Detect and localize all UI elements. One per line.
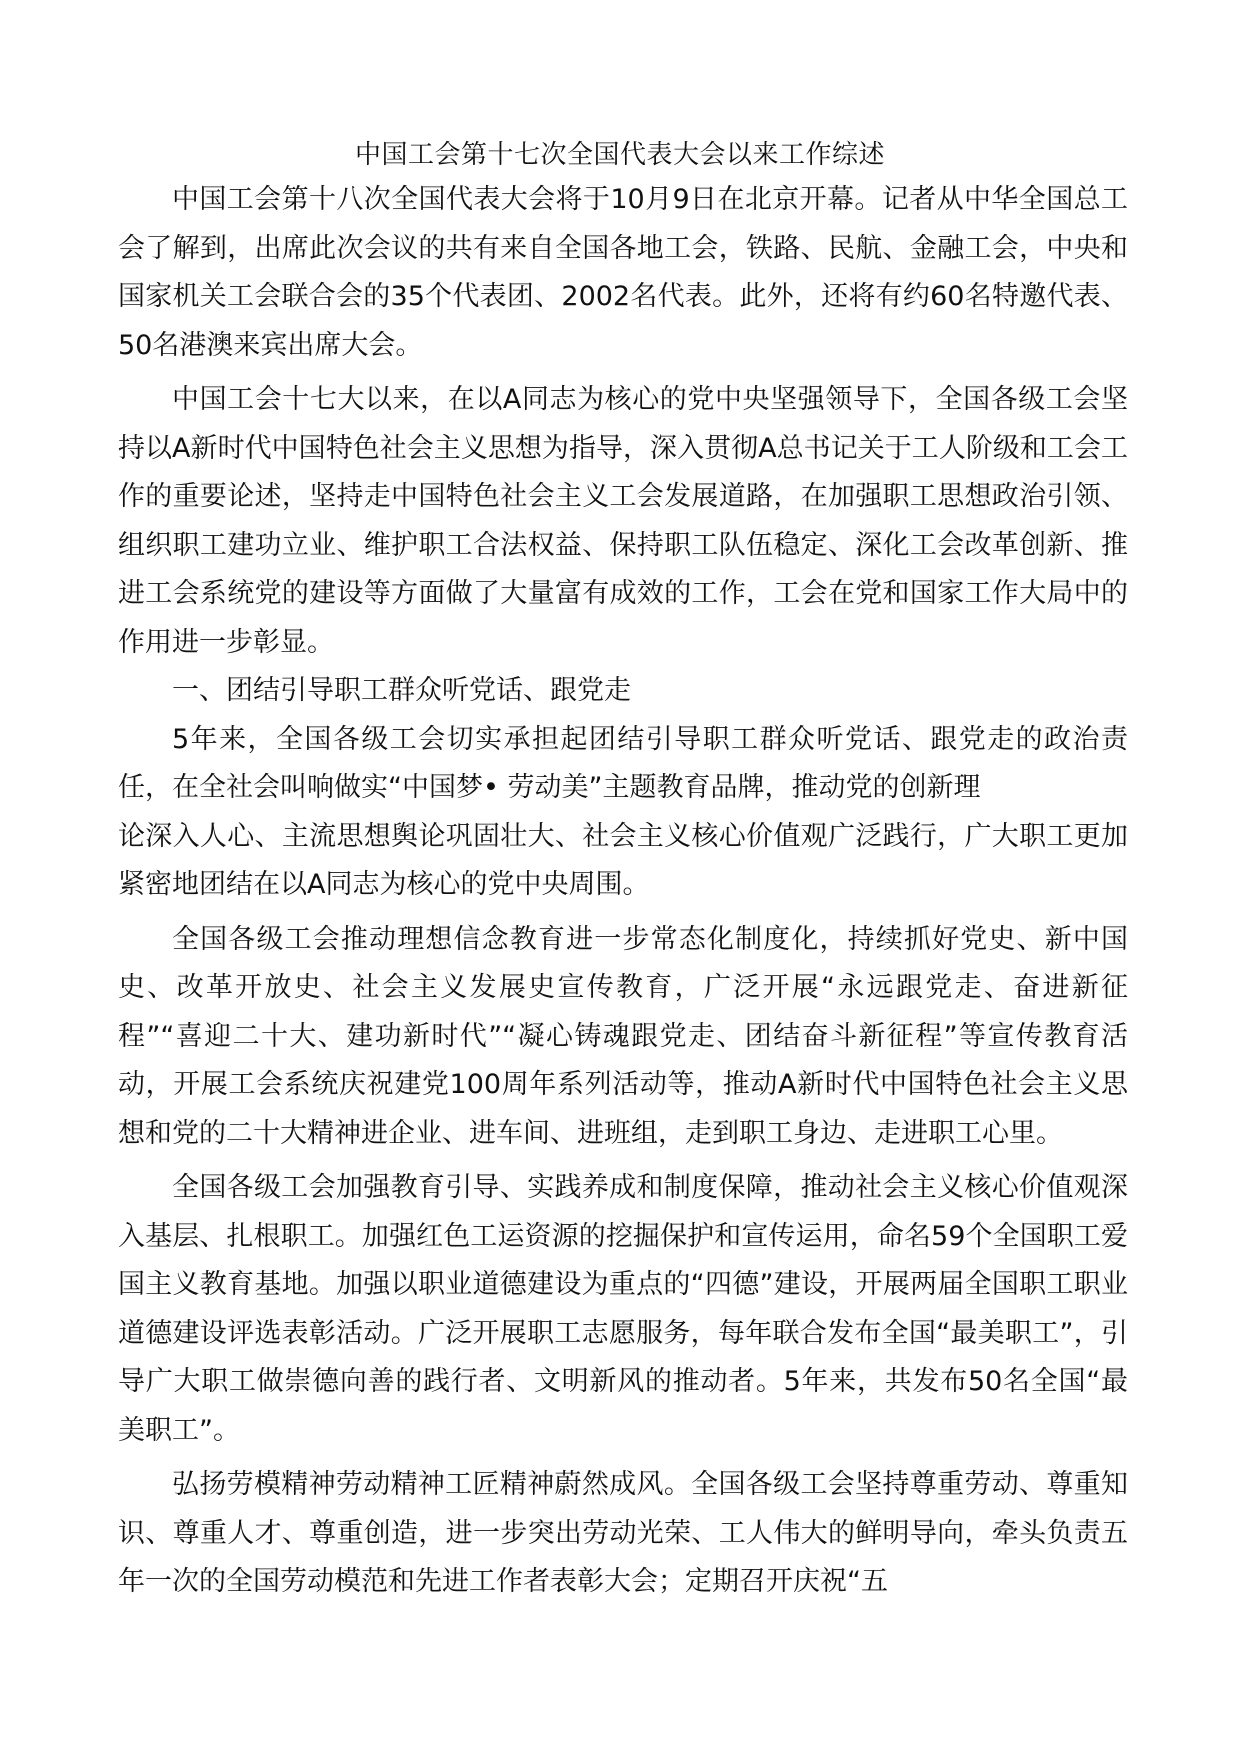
paragraph-section1-continued: 论深入人心、主流思想舆论巩固壮大、社会主义核心价值观广泛践行，广大职工更加紧密地团结在以A同志为核心的党中央周围。: [118, 820, 1128, 900]
paragraph-core-values: 全国各级工会加强教育引导、实践养成和制度保障，推动社会主义核心价值观深入基层、扎根职工。加强红色工运资源的挖掘保护和宣传运用，命名59个全国职工爱国主义教育基地。加强以职业道德建设为重点的“四德”建设，开展两届全国职工职业道德建设评选表彰活动。广泛开展职工志愿服务，每年联合发布全国“最美职工”，引导广大职工做崇德向善的践行者、文明新风的推动者。5年来，共发布50名全国“最美职工”。: [118, 1172, 1128, 1446]
paragraph-model-worker-spirit: 弘扬劳模精神劳动精神工匠精神蔚然成风。全国各级工会坚持尊重劳动、尊重知识、尊重人才、尊重创造，进一步突出劳动光荣、工人伟大的鲜明导向，牵头负责五年一次的全国劳动模范和先进工作者表彰大会；定期召开庆祝“五: [118, 1469, 1128, 1597]
paragraph-section1-intro: 5年来，全国各级工会切实承担起团结引导职工群众听党话、跟党走的政治责任，在全社会叫响做实“中国梦• 劳动美”主题教育品牌，推动党的创新理: [118, 723, 1128, 803]
document-title: 中国工会第十七次全国代表大会以来工作综述: [354, 140, 885, 170]
paragraph-overview: 中国工会十七大以来，在以A同志为核心的党中央坚强领导下，全国各级工会坚持以A新时代中国特色社会主义思想为指导，深入贯彻A总书记关于工人阶级和工会工作的重要论述，坚持走中国特色社会主义工会发展道路，在加强职工思想政治引领、组织职工建功立业、维护职工合法权益、保持职工队伍稳定、深化工会改革创新、推进工会系统党的建设等方面做了大量富有成效的工作，工会在党和国家工作大局中的作用进一步彰显。: [118, 384, 1128, 658]
paragraph-intro: 中国工会第十八次全国代表大会将于10月9日在北京开幕。记者从中华全国总工会了解到，出席此次会议的共有来自全国各地工会，铁路、民航、金融工会，中央和国家机关工会联合会的35个代表团、2002名代表。此外，还将有约60名特邀代表、50名港澳来宾出席大会。: [118, 184, 1128, 361]
section-heading-1: 一、团结引导职工群众听党话、跟党走: [172, 675, 631, 706]
paragraph-ideals-education: 全国各级工会推动理想信念教育进一步常态化制度化，持续抓好党史、新中国史、改革开放史、社会主义发展史宣传教育，广泛开展“永远跟党走、奋进新征程”“喜迎二十大、建功新时代”“凝心铸魂跟党走、团结奋斗新征程”等宣传教育活动，开展工会系统庆祝建党100周年系列活动等，推动A新时代中国特色社会主义思想和党的二十大精神进企业、进车间、进班组，走到职工身边、走进职工心里。: [118, 923, 1128, 1149]
document-body: [118, 176, 1128, 1607]
